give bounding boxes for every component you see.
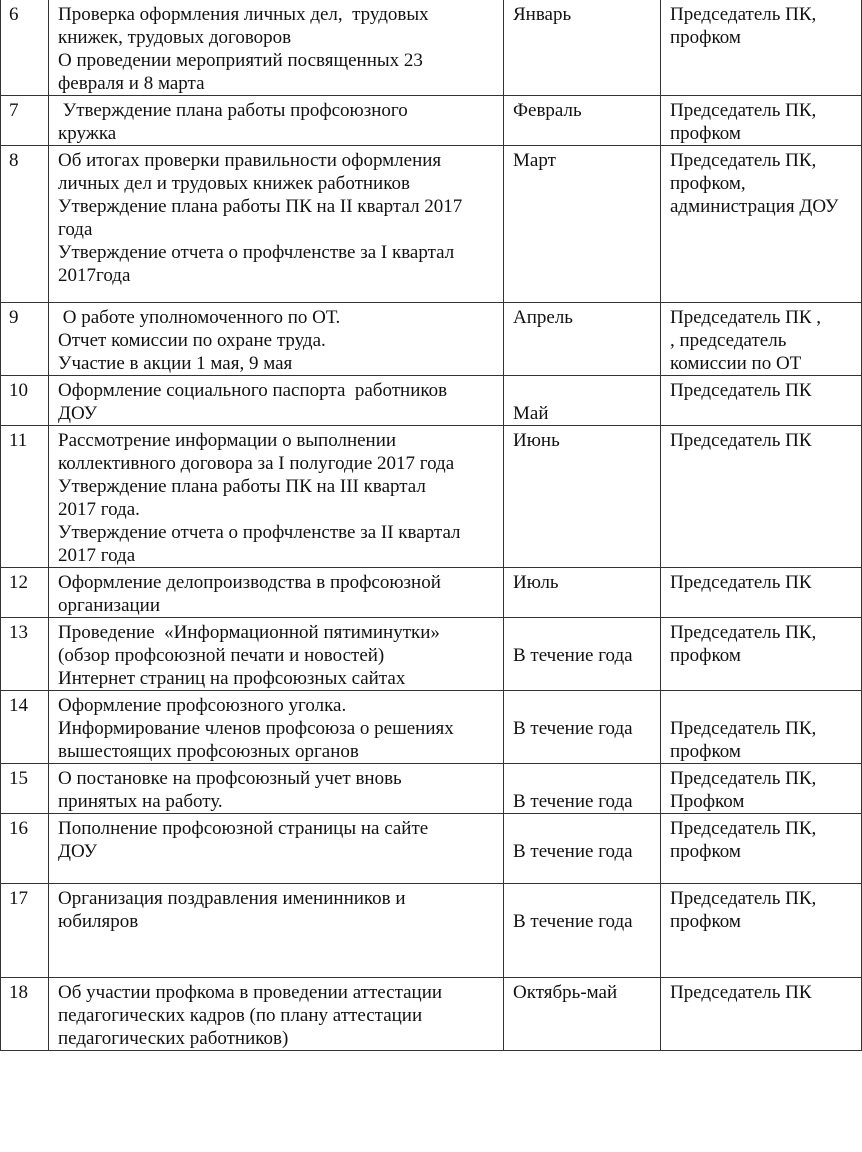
- task-cell-line: юбиляров: [58, 911, 139, 932]
- responsible-cell-line: , председатель: [670, 330, 787, 351]
- task-cell-line: Пополнение профсоюзной страницы на сайте: [58, 818, 429, 839]
- date-cell: [504, 764, 661, 814]
- row-number-cell: 18: [1, 978, 49, 1051]
- date-cell: [504, 96, 661, 146]
- task-cell: [49, 884, 504, 978]
- date-cell: [504, 146, 661, 303]
- row-number-cell: 15: [1, 764, 49, 814]
- task-cell-line: 2017года: [58, 265, 131, 286]
- task-cell-line: Рассмотрение информации о выполнении: [58, 430, 397, 451]
- table-row: [1, 764, 862, 814]
- task-cell-line: ДОУ: [58, 841, 98, 862]
- responsible-cell: [661, 426, 862, 568]
- task-cell-line: февраля и 8 марта: [58, 73, 205, 94]
- responsible-cell-line: Председатель ПК,: [670, 150, 817, 171]
- responsible-cell: [661, 884, 862, 978]
- date-cell: [504, 884, 661, 978]
- responsible-cell: [661, 764, 862, 814]
- responsible-cell: [661, 376, 862, 426]
- responsible-cell-line: Председатель ПК: [670, 380, 812, 401]
- task-cell-line: Оформление делопроизводства в профсоюзной: [58, 572, 441, 593]
- responsible-cell-line: Председатель ПК: [670, 430, 812, 451]
- responsible-cell: [661, 618, 862, 691]
- task-cell-line: ДОУ: [58, 403, 98, 424]
- date-cell: [504, 568, 661, 618]
- responsible-cell-line: Председатель ПК: [670, 982, 812, 1003]
- task-cell-line: Утверждение отчета о профчленстве за II квартал: [58, 522, 461, 543]
- date-cell-line: Май: [513, 403, 549, 424]
- responsible-cell: [661, 814, 862, 884]
- task-cell-line: 2017 года.: [58, 499, 140, 520]
- responsible-cell: [661, 96, 862, 146]
- date-cell-line: В течение года: [513, 791, 633, 812]
- task-cell-line: Утверждение отчета о профчленстве за I квартал: [58, 242, 455, 263]
- task-cell-line: Оформление социального паспорта работников: [58, 380, 448, 401]
- task-cell-line: Утверждение плана работы профсоюзного: [58, 100, 408, 121]
- task-cell-line: Утверждение плана работы ПК на II квартал 2017: [58, 196, 463, 217]
- task-cell-line: Оформление профсоюзного уголка.: [58, 695, 347, 716]
- date-cell: [504, 814, 661, 884]
- task-cell-line: О проведении мероприятий посвященных 23: [58, 50, 423, 71]
- task-cell: [49, 96, 504, 146]
- task-cell-line: года: [58, 219, 93, 240]
- task-cell-line: Проведение «Информационной пятиминутки»: [58, 622, 440, 643]
- responsible-cell-line: Председатель ПК: [670, 572, 812, 593]
- row-number-cell: 9: [1, 303, 49, 376]
- responsible-cell: [661, 0, 862, 96]
- responsible-cell: [661, 568, 862, 618]
- row-number-cell: 7: [1, 96, 49, 146]
- row-number-cell: 8: [1, 146, 49, 303]
- task-cell-line: кружка: [58, 123, 117, 144]
- task-cell-line: Проверка оформления личных дел, трудовых: [58, 4, 429, 25]
- date-cell-line: Март: [513, 150, 556, 171]
- date-cell: [504, 376, 661, 426]
- table-row: [1, 426, 862, 568]
- task-cell-line: О постановке на профсоюзный учет вновь: [58, 768, 402, 789]
- task-cell: [49, 814, 504, 884]
- task-cell-line: О работе уполномоченного по ОТ.: [58, 307, 341, 328]
- responsible-cell-line: профком: [670, 741, 741, 762]
- date-cell-line: Июнь: [513, 430, 560, 451]
- task-cell-line: вышестоящих профсоюзных органов: [58, 741, 359, 762]
- responsible-cell-line: профком,: [670, 173, 746, 194]
- task-cell-line: Участие в акции 1 мая, 9 мая: [58, 353, 293, 374]
- responsible-cell-line: Председатель ПК,: [670, 622, 817, 643]
- date-cell-line: В течение года: [513, 841, 633, 862]
- row-number-cell: 16: [1, 814, 49, 884]
- responsible-cell: [661, 691, 862, 764]
- row-number-cell: 14: [1, 691, 49, 764]
- responsible-cell-line: Председатель ПК,: [670, 100, 817, 121]
- task-cell: [49, 691, 504, 764]
- task-cell-line: коллективного договора за I полугодие 2017 года: [58, 453, 455, 474]
- responsible-cell-line: профком: [670, 123, 741, 144]
- task-cell: [49, 426, 504, 568]
- date-cell-line: Октябрь-май: [513, 982, 618, 1003]
- task-cell-line: Отчет комиссии по охране труда.: [58, 330, 326, 351]
- table-row: [1, 814, 862, 884]
- responsible-cell-line: Председатель ПК,: [670, 888, 817, 909]
- task-cell: [49, 568, 504, 618]
- task-cell: [49, 618, 504, 691]
- responsible-cell-line: профком: [670, 645, 741, 666]
- responsible-cell: [661, 303, 862, 376]
- table-row: [1, 691, 862, 764]
- table-row: [1, 0, 862, 96]
- task-cell-line: Об итогах проверки правильности оформления: [58, 150, 442, 171]
- row-number-cell: 6: [1, 0, 49, 96]
- plan-table-body: [1, 0, 862, 1051]
- responsible-cell-line: Председатель ПК,: [670, 4, 817, 25]
- date-cell-line: В течение года: [513, 718, 633, 739]
- task-cell: [49, 978, 504, 1051]
- task-cell: [49, 376, 504, 426]
- row-number-cell: 13: [1, 618, 49, 691]
- date-cell-line: В течение года: [513, 645, 633, 666]
- task-cell: [49, 764, 504, 814]
- task-cell: [49, 0, 504, 96]
- date-cell: [504, 426, 661, 568]
- task-cell: [49, 303, 504, 376]
- responsible-cell: [661, 146, 862, 303]
- row-number-cell: 10: [1, 376, 49, 426]
- responsible-cell-line: Профком: [670, 791, 745, 812]
- responsible-cell-line: профком: [670, 27, 741, 48]
- table-row: [1, 376, 862, 426]
- task-cell-line: Интернет страниц на профсоюзных сайтах: [58, 668, 406, 689]
- task-cell-line: Информирование членов профсоюза о решениях: [58, 718, 454, 739]
- date-cell: [504, 303, 661, 376]
- responsible-cell-line: Председатель ПК,: [670, 818, 817, 839]
- responsible-cell-line: Председатель ПК,: [670, 718, 817, 739]
- date-cell: [504, 691, 661, 764]
- responsible-cell-line: профком: [670, 911, 741, 932]
- table-row: [1, 96, 862, 146]
- task-cell-line: Утверждение плана работы ПК на III квартал: [58, 476, 426, 497]
- table-row: [1, 568, 862, 618]
- responsible-cell-line: профком: [670, 841, 741, 862]
- date-cell-line: Апрель: [513, 307, 573, 328]
- task-cell-line: педагогических работников): [58, 1028, 289, 1049]
- task-cell-line: Организация поздравления именинников и: [58, 888, 406, 909]
- responsible-cell-line: Председатель ПК ,: [670, 307, 822, 328]
- task-cell-line: (обзор профсоюзной печати и новостей): [58, 645, 385, 666]
- task-cell: [49, 146, 504, 303]
- task-cell-line: принятых на работу.: [58, 791, 223, 812]
- date-cell: [504, 618, 661, 691]
- table-row: [1, 146, 862, 303]
- task-cell-line: организации: [58, 595, 161, 616]
- task-cell-line: книжек, трудовых договоров: [58, 27, 292, 48]
- row-number-cell: 11: [1, 426, 49, 568]
- task-cell-line: Об участии профкома в проведении аттестации: [58, 982, 443, 1003]
- responsible-cell: [661, 978, 862, 1051]
- table-row: [1, 884, 862, 978]
- task-cell-line: личных дел и трудовых книжек работников: [58, 173, 410, 194]
- date-cell-line: Февраль: [513, 100, 582, 121]
- table-row: [1, 303, 862, 376]
- date-cell-line: Июль: [513, 572, 559, 593]
- row-number-cell: 17: [1, 884, 49, 978]
- task-cell-line: педагогических кадров (по плану аттестации: [58, 1005, 423, 1026]
- row-number-cell: 12: [1, 568, 49, 618]
- table-row: [1, 618, 862, 691]
- date-cell: [504, 978, 661, 1051]
- date-cell-line: Январь: [513, 4, 572, 25]
- date-cell: [504, 0, 661, 96]
- date-cell-line: В течение года: [513, 911, 633, 932]
- responsible-cell-line: Председатель ПК,: [670, 768, 817, 789]
- responsible-cell-line: комиссии по ОТ: [670, 353, 802, 374]
- responsible-cell-line: администрация ДОУ: [670, 196, 839, 217]
- task-cell-line: 2017 года: [58, 545, 136, 566]
- table-row: [1, 978, 862, 1051]
